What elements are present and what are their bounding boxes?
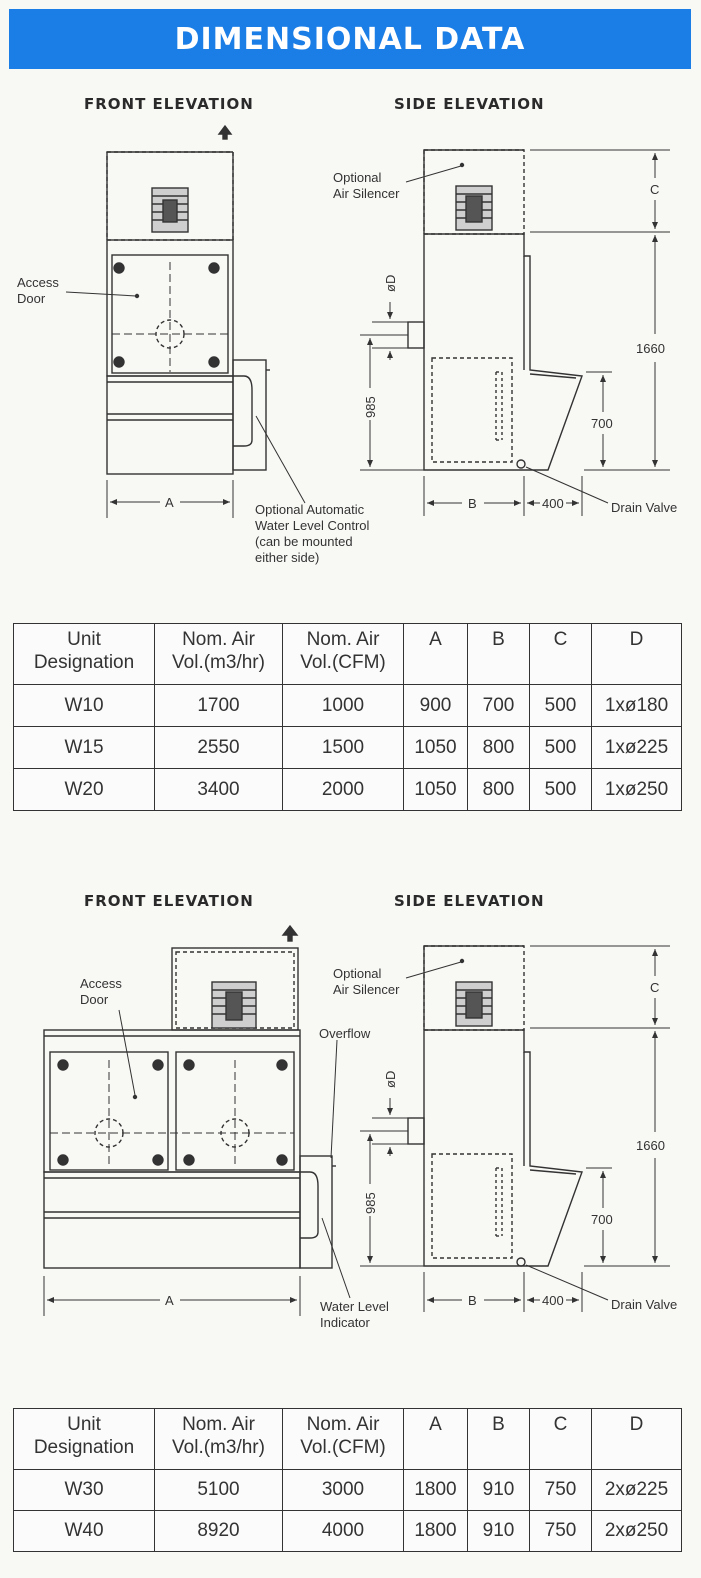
cell-c: 500 (530, 727, 592, 769)
cell-cfm: 1500 (283, 727, 404, 769)
header-nom-air-cfm: Nom. Air Vol.(CFM) (283, 1409, 404, 1470)
header-d: D (592, 624, 682, 685)
fan-motor-icon (456, 982, 492, 1026)
label-dim-b: B (468, 496, 477, 511)
label-dim-985: 985 (363, 1192, 378, 1214)
cell-d: 2xø225 (592, 1470, 682, 1511)
label-dim-a: A (165, 495, 174, 510)
cell-b: 910 (468, 1511, 530, 1552)
cell-unit: W15 (14, 727, 155, 769)
header-nom-air-m3: Nom. Air Vol.(m3/hr) (155, 1409, 283, 1470)
label-silencer-line1: Optional (333, 966, 382, 981)
label-access-door-line2: Door (80, 992, 109, 1007)
cell-unit: W40 (14, 1511, 155, 1552)
cell-unit: W10 (14, 685, 155, 727)
header-c: C (530, 624, 592, 685)
cell-m3: 1700 (155, 685, 283, 727)
label-dim-d: øD (383, 274, 398, 292)
label-access-door-line2: Door (17, 291, 46, 306)
cell-d: 1xø180 (592, 685, 682, 727)
drain-valve-icon (517, 1258, 525, 1266)
label-silencer-line2: Air Silencer (333, 186, 400, 201)
label-water-level-line1: Optional Automatic (255, 502, 365, 517)
label-silencer-line2: Air Silencer (333, 982, 400, 997)
spec-table-1 (13, 623, 682, 811)
header-unit: Unit Designation (14, 624, 155, 685)
label-dim-c: C (650, 980, 660, 995)
label-dim-d: øD (383, 1070, 398, 1088)
cell-d: 1xø250 (592, 769, 682, 811)
cell-a: 1800 (404, 1470, 468, 1511)
fan-motor-icon (212, 982, 256, 1028)
drain-valve-icon (517, 460, 525, 468)
cell-c: 500 (530, 769, 592, 811)
label-drain-valve: Drain Valve (611, 1297, 678, 1312)
header-d: D (592, 1409, 682, 1470)
cell-b: 910 (468, 1470, 530, 1511)
header-b: B (468, 1409, 530, 1470)
cell-m3: 3400 (155, 769, 283, 811)
table-row (14, 727, 682, 769)
cell-b: 800 (468, 727, 530, 769)
table-row (14, 769, 682, 811)
table-header-row (14, 624, 682, 685)
label-overflow: Overflow (319, 1026, 371, 1041)
side-elevation-heading-2: SIDE ELEVATION (394, 892, 545, 910)
label-dim-c: C (650, 182, 660, 197)
cell-m3: 5100 (155, 1470, 283, 1511)
cell-a: 900 (404, 685, 468, 727)
door-latch-icon (58, 1060, 287, 1165)
cell-b: 800 (468, 769, 530, 811)
front-elevation-heading-1: FRONT ELEVATION (84, 95, 254, 113)
fan-motor-icon (456, 186, 492, 230)
side-elevation-heading-1: SIDE ELEVATION (394, 95, 545, 113)
header-c: C (530, 1409, 592, 1470)
label-access-door-line1: Access (80, 976, 122, 991)
cell-m3: 2550 (155, 727, 283, 769)
label-water-level-line4: either side) (255, 550, 320, 565)
fan-motor-icon (152, 188, 188, 232)
cell-a: 1800 (404, 1511, 468, 1552)
door-latch-icon (114, 263, 219, 367)
label-dim-400: 400 (542, 1293, 564, 1308)
cell-unit: W30 (14, 1470, 155, 1511)
header-nom-air-cfm: Nom. Air Vol.(CFM) (283, 624, 404, 685)
label-dim-1660: 1660 (636, 341, 665, 356)
cell-d: 2xø250 (592, 1511, 682, 1552)
cell-c: 750 (530, 1511, 592, 1552)
cell-b: 700 (468, 685, 530, 727)
exhaust-arrow-icon (283, 926, 297, 935)
table-row (14, 685, 682, 727)
table-row (14, 1470, 682, 1511)
label-silencer-line1: Optional (333, 170, 382, 185)
cell-unit: W20 (14, 769, 155, 811)
label-dim-b: B (468, 1293, 477, 1308)
label-water-level-line2: Water Level Control (255, 518, 370, 533)
cell-d: 1xø225 (592, 727, 682, 769)
elevation-drawing-1 (0, 0, 701, 580)
cell-c: 750 (530, 1470, 592, 1511)
page-title: DIMENSIONAL DATA (174, 21, 526, 57)
header-nom-air-m3: Nom. Air Vol.(m3/hr) (155, 624, 283, 685)
exhaust-arrow-icon (219, 126, 231, 134)
elevation-drawing-2 (0, 900, 701, 1350)
cell-cfm: 2000 (283, 769, 404, 811)
spec-table-2 (13, 1408, 682, 1552)
front-elevation-heading-2: FRONT ELEVATION (84, 892, 254, 910)
header-a: A (404, 624, 468, 685)
cell-a: 1050 (404, 769, 468, 811)
cell-m3: 8920 (155, 1511, 283, 1552)
cell-cfm: 1000 (283, 685, 404, 727)
header-unit: Unit Designation (14, 1409, 155, 1470)
label-dim-a: A (165, 1293, 174, 1308)
cell-a: 1050 (404, 727, 468, 769)
label-dim-400: 400 (542, 496, 564, 511)
label-dim-985: 985 (363, 396, 378, 418)
label-water-level-line3: (can be mounted (255, 534, 353, 549)
label-dim-700: 700 (591, 416, 613, 431)
header-b: B (468, 624, 530, 685)
label-access-door-line1: Access (17, 275, 59, 290)
cell-cfm: 3000 (283, 1470, 404, 1511)
cell-cfm: 4000 (283, 1511, 404, 1552)
cell-c: 500 (530, 685, 592, 727)
table-row (14, 1511, 682, 1552)
label-dim-700: 700 (591, 1212, 613, 1227)
label-dim-1660: 1660 (636, 1138, 665, 1153)
label-water-indicator-line2: Indicator (320, 1315, 370, 1330)
header-a: A (404, 1409, 468, 1470)
table-header-row (14, 1409, 682, 1470)
label-drain-valve: Drain Valve (611, 500, 678, 515)
label-water-indicator-line1: Water Level (320, 1299, 389, 1314)
